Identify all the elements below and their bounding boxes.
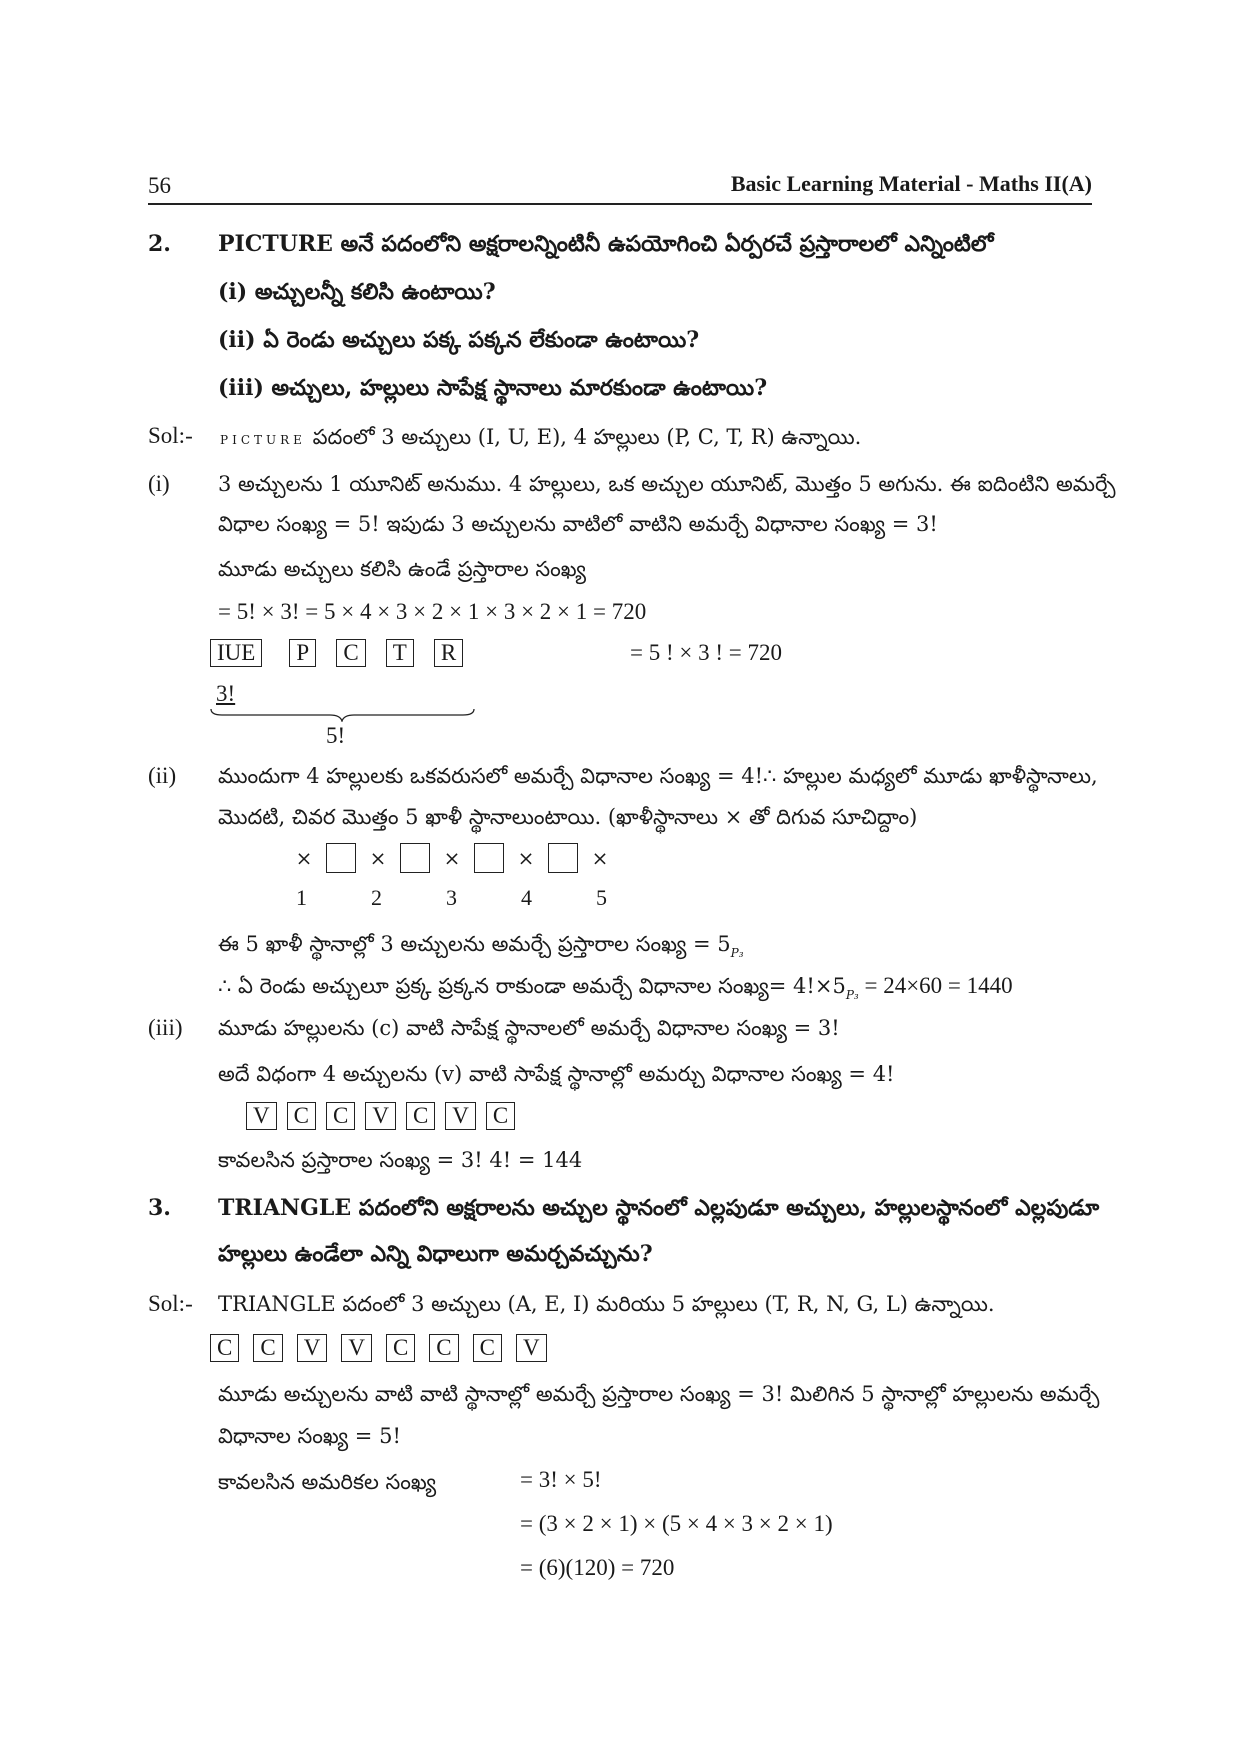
slot-number: 5 — [596, 885, 607, 910]
slot-numbers — [296, 884, 671, 912]
brace-label-5-factorial: 5! — [326, 723, 346, 748]
box-letter: V — [297, 1334, 328, 1362]
box-letter: C — [486, 1102, 515, 1130]
sol3-eq1: = 3! × 5! — [520, 1467, 602, 1492]
sol3-box-row — [210, 1334, 557, 1362]
cross-mark: × — [517, 846, 535, 870]
sol2-ii-label: (ii) — [148, 763, 177, 788]
empty-box — [474, 843, 504, 873]
underbrace — [210, 708, 475, 722]
slot-number: 1 — [296, 885, 307, 910]
subscript: P₃ — [845, 988, 859, 1002]
sol3-eq2: = (3 × 2 × 1) × (5 × 4 × 3 × 2 × 1) — [520, 1511, 833, 1536]
sol2-i-line2: విధాల సంఖ్య = 5! ఇపుడు 3 అచ్చులను వాటిలో వాటిని అమర్చే విధానాల సంఖ్య = 3! — [218, 512, 938, 536]
sol2-intro — [220, 423, 861, 454]
box-letter: C — [473, 1334, 502, 1362]
q2-part-i: (i) అచ్చులన్నీ కలిసి ఉంటాయి? — [218, 279, 496, 305]
slot-number: 2 — [371, 885, 382, 910]
sol3-label: Sol:- — [148, 1291, 193, 1316]
sol2-iii-box-row — [246, 1102, 525, 1130]
page-number: 56 — [148, 173, 171, 198]
sol3-intro: TRIANGLE పదంలో 3 అచ్చులు (A, E, I) మరియు 5 హల్లులు (T, R, N, G, L) ఉన్నాయి. — [218, 1292, 995, 1316]
box-letter: C — [253, 1334, 282, 1362]
empty-box — [326, 843, 356, 873]
sol2-i-label: (i) — [148, 471, 170, 496]
sol2-iii-line3: కావలసిన ప్రస్తారాల సంఖ్య = 3! 4! = 144 — [218, 1148, 583, 1172]
empty-box — [548, 843, 578, 873]
cross-mark: × — [295, 846, 313, 870]
sol2-i-box-row — [210, 639, 473, 667]
box-letter: V — [516, 1334, 547, 1362]
sol2-ii-slot-row — [282, 843, 622, 873]
empty-box — [400, 843, 430, 873]
sol2-ii-line4 — [218, 972, 1013, 1009]
box-consonant: T — [386, 639, 414, 667]
box-letter: C — [386, 1334, 415, 1362]
box-letter: V — [365, 1102, 396, 1130]
box-letter: C — [406, 1102, 435, 1130]
cross-mark: × — [369, 846, 387, 870]
cross-mark: × — [443, 846, 461, 870]
box-letter: V — [341, 1334, 372, 1362]
q2-number: 2. — [148, 231, 171, 257]
q2-part-iii: (iii) అచ్చులు, హల్లులు సాపేక్ష స్థానాలు మారకుండా ఉంటాయి? — [218, 375, 768, 401]
box-consonant: R — [434, 639, 463, 667]
sol2-ii-line3 — [218, 930, 744, 967]
box-letter: C — [210, 1334, 239, 1362]
header-rule — [148, 203, 1092, 205]
sol2-intro-text: పదంలో 3 అచ్చులు (I, U, E), 4 హల్లులు (P, C, T, R) ఉన్నాయి. — [312, 425, 862, 449]
sol2-intro-word: PICTURE — [220, 433, 306, 447]
sol3-line1: మూడు అచ్చులను వాటి వాటి స్థానాల్లో అమర్చే ప్రస్తారాల సంఖ్య = 3! మిలిగిన 5 స్థానాల్లో హల్లులను అమర్చే — [218, 1382, 1100, 1406]
box-vowel-unit: IUE — [210, 639, 262, 667]
q2-question: PICTURE అనే పదంలోని అక్షరాలన్నింటినీ ఉపయోగించి ఏర్పరచే ప్రస్తారాలలో ఎన్నింటిలో — [218, 231, 994, 257]
sol2-ii-line4-text: ∴ ఏ రెండు అచ్చులూ ప్రక్క ప్రక్కన రాకుండా అమర్చే విధానాల సంఖ్య= 4!×5 — [218, 974, 846, 998]
slot-number: 4 — [521, 885, 532, 910]
box-letter: C — [326, 1102, 355, 1130]
q3-line2: హల్లులు ఉండేలా ఎన్ని విధాలుగా అమర్చవచ్చును? — [218, 1241, 653, 1267]
box-letter: C — [287, 1102, 316, 1130]
q2-part-ii: (ii) ఏ రెండు అచ్చులు పక్క పక్కన లేకుండా ఉంటాయి? — [218, 327, 700, 353]
running-header-title: Basic Learning Material - Maths II(A) — [730, 171, 1092, 196]
brace-label-3-factorial: 3! — [216, 681, 236, 706]
sol2-iii-line1: మూడు హల్లులను (c) వాటి సాపేక్ష స్థానాలలో అమర్చే విధానాల సంఖ్య = 3! — [218, 1016, 840, 1040]
sol2-i-result: = 5 ! × 3 ! = 720 — [630, 640, 782, 665]
sol3-eq3: = (6)(120) = 720 — [520, 1555, 675, 1580]
sol2-ii-line4-result: = 24×60 = 1440 — [858, 973, 1013, 998]
sol3-line2: విధానాల సంఖ్య = 5! — [218, 1424, 401, 1448]
sol2-i-line4: = 5! × 3! = 5 × 4 × 3 × 2 × 1 × 3 × 2 × 1 = 720 — [218, 599, 647, 624]
sol2-ii-line3-text: ఈ 5 ఖాళీ స్థానాల్లో 3 అచ్చులను అమర్చే ప్రస్తారాల సంఖ్య = 5 — [218, 932, 731, 956]
box-letter: C — [429, 1334, 458, 1362]
sol2-iii-line2: అదే విధంగా 4 అచ్చులను (v) వాటి సాపేక్ష స్థానాల్లో అమర్చు విధానాల సంఖ్య = 4! — [218, 1062, 895, 1086]
q3-number: 3. — [148, 1195, 171, 1221]
box-letter: V — [445, 1102, 476, 1130]
box-consonant: P — [289, 639, 316, 667]
q3-line1: TRIANGLE పదంలోని అక్షరాలను అచ్చుల స్థానంలో ఎల్లపుడూ అచ్చులు, హల్లులస్థానంలో ఎల్లపుడూ — [218, 1195, 1100, 1221]
box-consonant: C — [336, 639, 365, 667]
box-letter: V — [246, 1102, 277, 1130]
sol3-required-label: కావలసిన అమరికల సంఖ్య — [218, 1470, 437, 1494]
sol2-label: Sol:- — [148, 423, 193, 448]
cross-mark: × — [591, 846, 609, 870]
sol2-i-line3: మూడు అచ్చులు కలిసి ఉండే ప్రస్తారాల సంఖ్య — [218, 557, 587, 581]
slot-number: 3 — [446, 885, 457, 910]
sol2-i-line1: 3 అచ్చులను 1 యూనిట్ అనుము. 4 హల్లులు, ఒక అచ్చుల యూనిట్, మొత్తం 5 అగును. ఈ ఐదింటిని అమర్చే — [218, 472, 1116, 496]
sol2-ii-line2: మొదటి, చివర మొత్తం 5 ఖాళీ స్థానాలుంటాయి. (ఖాళీస్థానాలు × తో దిగువ సూచిద్దాం) — [218, 805, 918, 829]
subscript: P₃ — [730, 946, 744, 960]
sol2-iii-label: (iii) — [148, 1015, 183, 1040]
sol2-ii-line1: ముందుగా 4 హల్లులకు ఒకవరుసలో అమర్చే విధానాల సంఖ్య = 4!∴ హల్లుల మధ్యలో మూడు ఖాళీస్థానాలు, — [218, 764, 1098, 788]
